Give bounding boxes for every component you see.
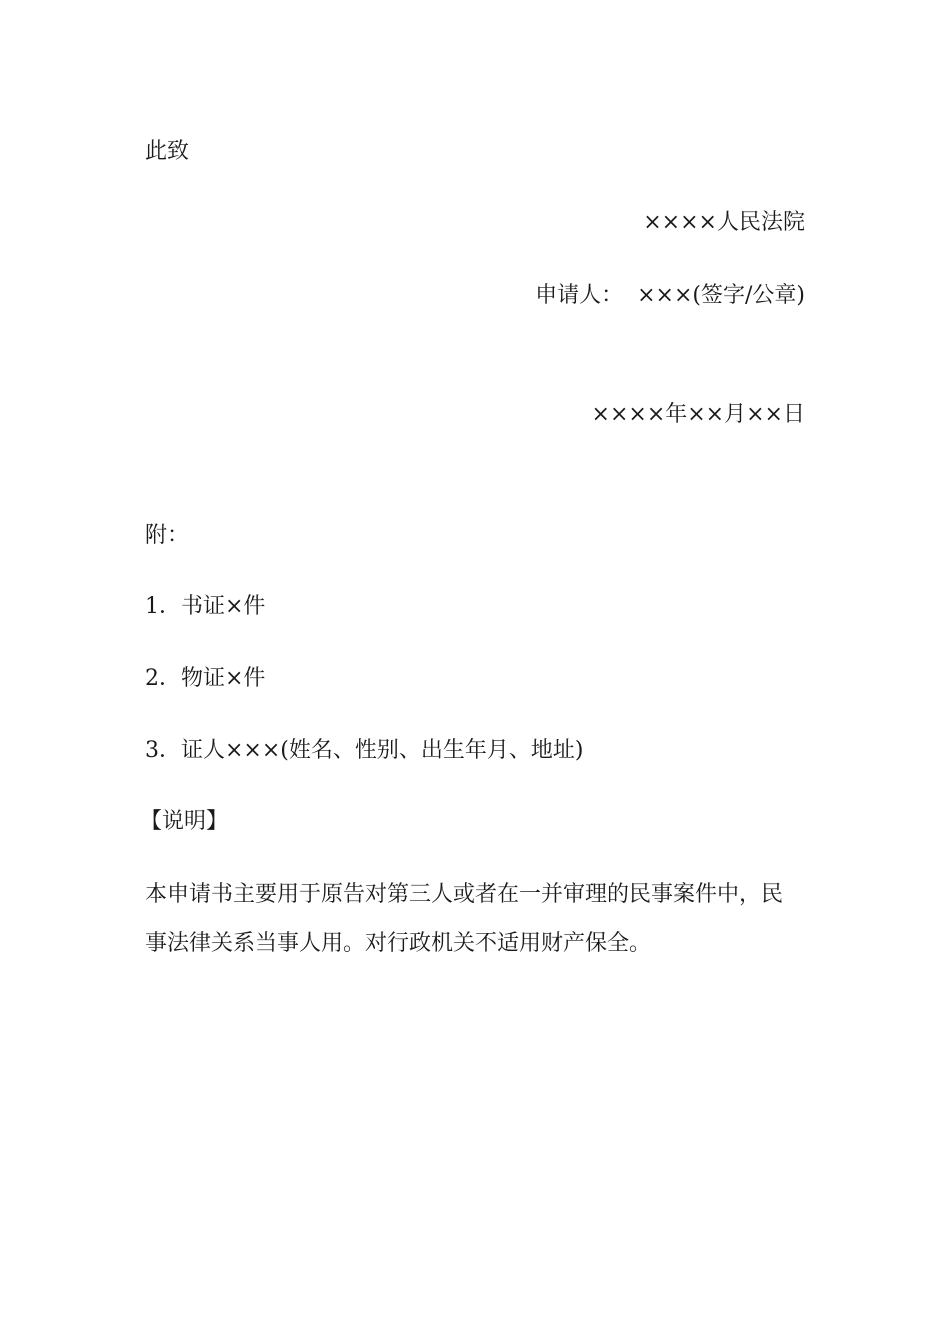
attachments-heading: 附： — [145, 523, 190, 548]
attachment-item: 3．证人×××(姓名、性别、出生年月、地址) — [145, 738, 584, 763]
salutation: 此致 — [145, 139, 190, 164]
date-line: ××××年××月××日 — [591, 402, 805, 427]
applicant-value: ×××(签字/公章) — [637, 283, 805, 308]
applicant-line — [535, 285, 805, 307]
notes-heading: 【说明】 — [140, 809, 229, 834]
notes-body-line: 本申请书主要用于原告对第三人或者在一并审理的民事案件中，民 — [145, 882, 784, 907]
applicant-label: 申请人： — [535, 283, 624, 308]
attachment-item: 1．书证×件 — [145, 594, 266, 619]
court-name: ××××人民法院 — [643, 210, 805, 235]
attachment-item: 2．物证×件 — [145, 666, 266, 691]
notes-body-line: 事法律关系当事人用。对行政机关不适用财产保全。 — [145, 931, 652, 956]
